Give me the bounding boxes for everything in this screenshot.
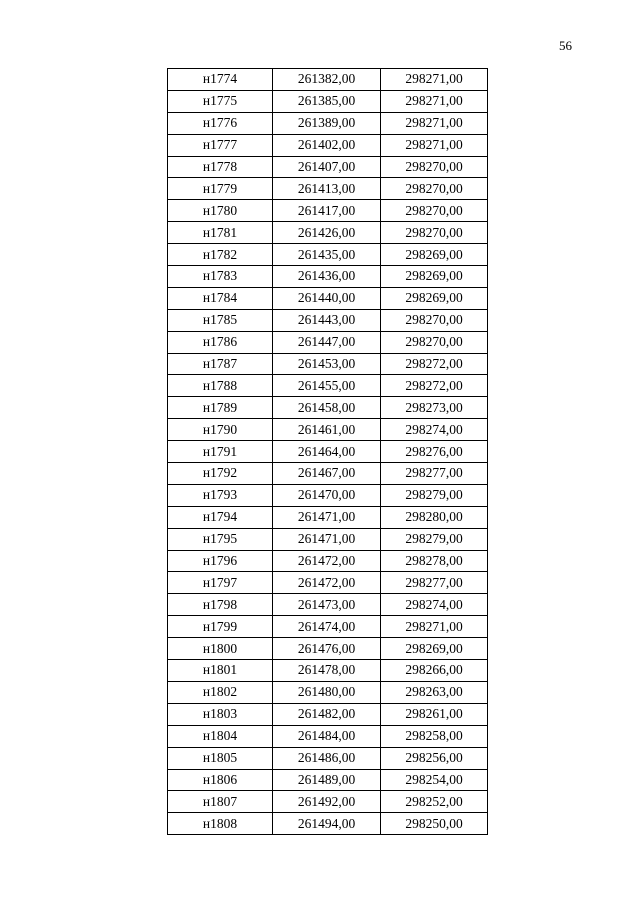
table-row: [168, 594, 488, 616]
point-id-cell: н1791: [168, 441, 273, 463]
point-id-cell: н1788: [168, 375, 273, 397]
point-id-cell: н1783: [168, 266, 273, 288]
point-id-cell: н1803: [168, 703, 273, 725]
table-row: [168, 572, 488, 594]
point-id-cell: н1789: [168, 397, 273, 419]
x-coordinate-cell: 261443,00: [273, 309, 381, 331]
x-coordinate-cell: 261389,00: [273, 112, 381, 134]
point-id-cell: н1779: [168, 178, 273, 200]
x-coordinate-cell: 261486,00: [273, 747, 381, 769]
table-row: [168, 244, 488, 266]
point-id-cell: н1782: [168, 244, 273, 266]
x-coordinate-cell: 261436,00: [273, 266, 381, 288]
y-coordinate-cell: 298252,00: [381, 791, 488, 813]
table-row: [168, 638, 488, 660]
point-id-cell: н1805: [168, 747, 273, 769]
table-row: [168, 266, 488, 288]
table-row: [168, 112, 488, 134]
y-coordinate-cell: 298279,00: [381, 528, 488, 550]
y-coordinate-cell: 298270,00: [381, 200, 488, 222]
x-coordinate-cell: 261492,00: [273, 791, 381, 813]
y-coordinate-cell: 298270,00: [381, 309, 488, 331]
point-id-cell: н1777: [168, 134, 273, 156]
y-coordinate-cell: 298254,00: [381, 769, 488, 791]
table-row: [168, 747, 488, 769]
table-row: [168, 375, 488, 397]
table-row: [168, 441, 488, 463]
y-coordinate-cell: 298271,00: [381, 134, 488, 156]
table-row: [168, 463, 488, 485]
y-coordinate-cell: 298278,00: [381, 550, 488, 572]
point-id-cell: н1802: [168, 681, 273, 703]
y-coordinate-cell: 298269,00: [381, 266, 488, 288]
point-id-cell: н1799: [168, 616, 273, 638]
x-coordinate-cell: 261494,00: [273, 813, 381, 835]
x-coordinate-cell: 261417,00: [273, 200, 381, 222]
y-coordinate-cell: 298273,00: [381, 397, 488, 419]
point-id-cell: н1787: [168, 353, 273, 375]
y-coordinate-cell: 298274,00: [381, 594, 488, 616]
table-row: [168, 550, 488, 572]
point-id-cell: н1807: [168, 791, 273, 813]
x-coordinate-cell: 261471,00: [273, 506, 381, 528]
y-coordinate-cell: 298269,00: [381, 638, 488, 660]
y-coordinate-cell: 298279,00: [381, 484, 488, 506]
y-coordinate-cell: 298271,00: [381, 616, 488, 638]
point-id-cell: н1794: [168, 506, 273, 528]
y-coordinate-cell: 298274,00: [381, 419, 488, 441]
point-id-cell: н1781: [168, 222, 273, 244]
x-coordinate-cell: 261453,00: [273, 353, 381, 375]
x-coordinate-cell: 261447,00: [273, 331, 381, 353]
table-row: [168, 813, 488, 835]
y-coordinate-cell: 298280,00: [381, 506, 488, 528]
point-id-cell: н1797: [168, 572, 273, 594]
y-coordinate-cell: 298271,00: [381, 69, 488, 91]
table-row: [168, 703, 488, 725]
table-row: [168, 769, 488, 791]
table-row: [168, 90, 488, 112]
point-id-cell: н1776: [168, 112, 273, 134]
point-id-cell: н1784: [168, 287, 273, 309]
point-id-cell: н1792: [168, 463, 273, 485]
y-coordinate-cell: 298276,00: [381, 441, 488, 463]
x-coordinate-cell: 261478,00: [273, 660, 381, 682]
x-coordinate-cell: 261455,00: [273, 375, 381, 397]
point-id-cell: н1804: [168, 725, 273, 747]
point-id-cell: н1801: [168, 660, 273, 682]
point-id-cell: н1808: [168, 813, 273, 835]
x-coordinate-cell: 261476,00: [273, 638, 381, 660]
y-coordinate-cell: 298271,00: [381, 112, 488, 134]
table-row: [168, 331, 488, 353]
table-row: [168, 69, 488, 91]
x-coordinate-cell: 261426,00: [273, 222, 381, 244]
point-id-cell: н1800: [168, 638, 273, 660]
y-coordinate-cell: 298270,00: [381, 331, 488, 353]
table-row: [168, 791, 488, 813]
table-row: [168, 287, 488, 309]
y-coordinate-cell: 298272,00: [381, 375, 488, 397]
table-row: [168, 397, 488, 419]
table-row: [168, 528, 488, 550]
x-coordinate-cell: 261458,00: [273, 397, 381, 419]
point-id-cell: н1796: [168, 550, 273, 572]
table-row: [168, 484, 488, 506]
table-row: [168, 200, 488, 222]
x-coordinate-cell: 261382,00: [273, 69, 381, 91]
x-coordinate-cell: 261440,00: [273, 287, 381, 309]
y-coordinate-cell: 298277,00: [381, 572, 488, 594]
coordinates-table-body: [168, 69, 488, 835]
point-id-cell: н1774: [168, 69, 273, 91]
table-row: [168, 660, 488, 682]
y-coordinate-cell: 298261,00: [381, 703, 488, 725]
x-coordinate-cell: 261489,00: [273, 769, 381, 791]
x-coordinate-cell: 261413,00: [273, 178, 381, 200]
x-coordinate-cell: 261402,00: [273, 134, 381, 156]
point-id-cell: н1785: [168, 309, 273, 331]
x-coordinate-cell: 261484,00: [273, 725, 381, 747]
point-id-cell: н1790: [168, 419, 273, 441]
x-coordinate-cell: 261480,00: [273, 681, 381, 703]
point-id-cell: н1786: [168, 331, 273, 353]
x-coordinate-cell: 261407,00: [273, 156, 381, 178]
x-coordinate-cell: 261473,00: [273, 594, 381, 616]
y-coordinate-cell: 298258,00: [381, 725, 488, 747]
x-coordinate-cell: 261461,00: [273, 419, 381, 441]
x-coordinate-cell: 261472,00: [273, 550, 381, 572]
table-row: [168, 222, 488, 244]
table-row: [168, 725, 488, 747]
y-coordinate-cell: 298250,00: [381, 813, 488, 835]
y-coordinate-cell: 298277,00: [381, 463, 488, 485]
table-row: [168, 156, 488, 178]
point-id-cell: н1795: [168, 528, 273, 550]
point-id-cell: н1778: [168, 156, 273, 178]
y-coordinate-cell: 298270,00: [381, 222, 488, 244]
x-coordinate-cell: 261471,00: [273, 528, 381, 550]
point-id-cell: н1806: [168, 769, 273, 791]
y-coordinate-cell: 298271,00: [381, 90, 488, 112]
table-row: [168, 134, 488, 156]
y-coordinate-cell: 298270,00: [381, 156, 488, 178]
x-coordinate-cell: 261482,00: [273, 703, 381, 725]
x-coordinate-cell: 261470,00: [273, 484, 381, 506]
table-row: [168, 309, 488, 331]
x-coordinate-cell: 261474,00: [273, 616, 381, 638]
point-id-cell: н1793: [168, 484, 273, 506]
x-coordinate-cell: 261464,00: [273, 441, 381, 463]
x-coordinate-cell: 261435,00: [273, 244, 381, 266]
table-row: [168, 616, 488, 638]
y-coordinate-cell: 298270,00: [381, 178, 488, 200]
y-coordinate-cell: 298272,00: [381, 353, 488, 375]
x-coordinate-cell: 261467,00: [273, 463, 381, 485]
point-id-cell: н1798: [168, 594, 273, 616]
table-row: [168, 178, 488, 200]
y-coordinate-cell: 298256,00: [381, 747, 488, 769]
coordinates-table: [167, 68, 488, 835]
table-row: [168, 353, 488, 375]
y-coordinate-cell: 298269,00: [381, 287, 488, 309]
y-coordinate-cell: 298266,00: [381, 660, 488, 682]
x-coordinate-cell: 261472,00: [273, 572, 381, 594]
table-row: [168, 506, 488, 528]
table-row: [168, 681, 488, 703]
y-coordinate-cell: 298269,00: [381, 244, 488, 266]
point-id-cell: н1780: [168, 200, 273, 222]
y-coordinate-cell: 298263,00: [381, 681, 488, 703]
x-coordinate-cell: 261385,00: [273, 90, 381, 112]
page-number: 56: [559, 38, 572, 53]
point-id-cell: н1775: [168, 90, 273, 112]
table-row: [168, 419, 488, 441]
